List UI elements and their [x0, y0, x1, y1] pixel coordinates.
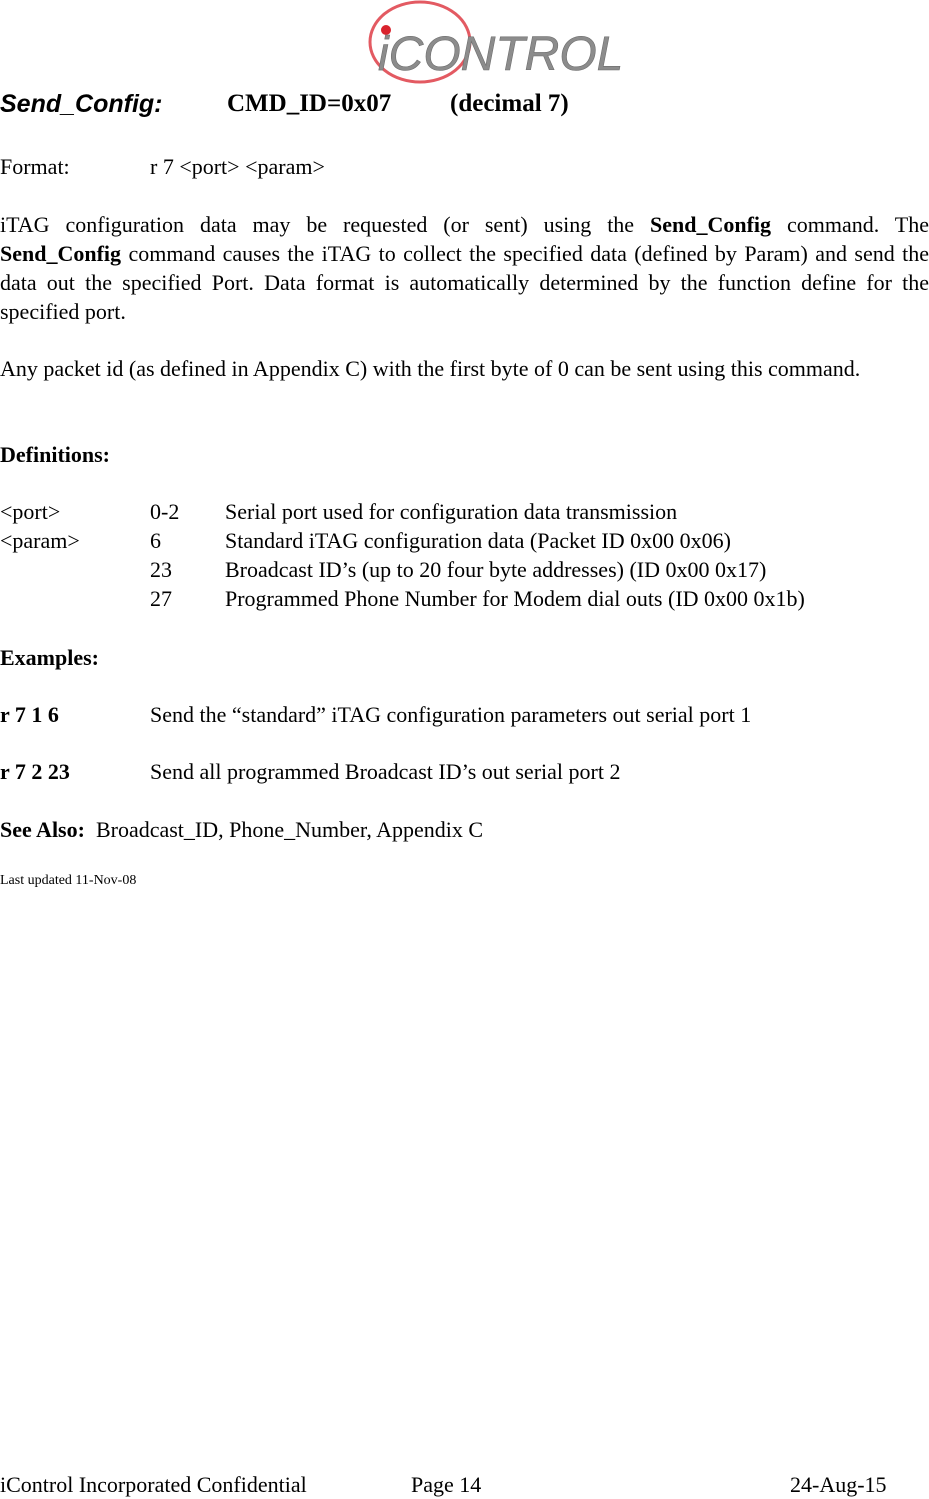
function-name: Send_Config: [0, 90, 163, 118]
example-command: r 7 1 6 [0, 702, 59, 727]
example-command: r 7 2 23 [0, 759, 70, 784]
cmd-id: CMD_ID=0x07 [227, 90, 392, 117]
logo-wordmark: iCONTROL [378, 28, 624, 81]
footer-page-number: Page 14 [411, 1472, 482, 1497]
intro-paragraph-1: iTAG configuration data may be requested (or sent) using the Send_Config command. The Send_Config command causes the iTAG to collect the specified data (defined by Param) and send the data out the specified Port. Data format is automatically determined by the function define for the specified port. [0, 212, 929, 324]
definition-value: 27 [150, 586, 172, 611]
icontrol-logo [358, 0, 624, 82]
definition-value: 6 [150, 528, 161, 553]
definition-desc: Standard iTAG configuration data (Packet ID 0x00 0x06) [225, 528, 731, 553]
example-description: Send all programmed Broadcast ID’s out serial port 2 [150, 759, 621, 784]
definition-value: 0-2 [150, 499, 180, 524]
see-also-label: See Also: [0, 817, 85, 842]
format-value: r 7 <port> <param> [150, 154, 325, 179]
definition-desc: Broadcast ID’s (up to 20 four byte addresses) (ID 0x00 0x17) [225, 557, 767, 582]
definition-desc: Programmed Phone Number for Modem dial outs (ID 0x00 0x1b) [225, 586, 805, 611]
see-also-value: Broadcast_ID, Phone_Number, Appendix C [95, 817, 484, 842]
last-updated: Last updated 11-Nov-08 [0, 873, 137, 888]
footer-date: 24-Aug-15 [790, 1472, 887, 1497]
definitions-heading: Definitions: [0, 442, 110, 467]
definition-name: <param> [0, 528, 80, 553]
definition-name: <port> [0, 499, 61, 524]
footer-company: iControl Incorporated Confidential [0, 1472, 307, 1497]
see-also [0, 815, 483, 844]
intro-paragraph-2: Any packet id (as defined in Appendix C) with the first byte of 0 can be sent using this command. [0, 356, 861, 381]
format-label: Format: [0, 154, 70, 179]
definition-value: 23 [150, 557, 172, 582]
example-description: Send the “standard” iTAG configuration parameters out serial port 1 [150, 702, 752, 727]
cmd-decimal: (decimal 7) [450, 90, 569, 117]
examples-heading: Examples: [0, 645, 99, 670]
definition-desc: Serial port used for configuration data transmission [225, 499, 678, 524]
